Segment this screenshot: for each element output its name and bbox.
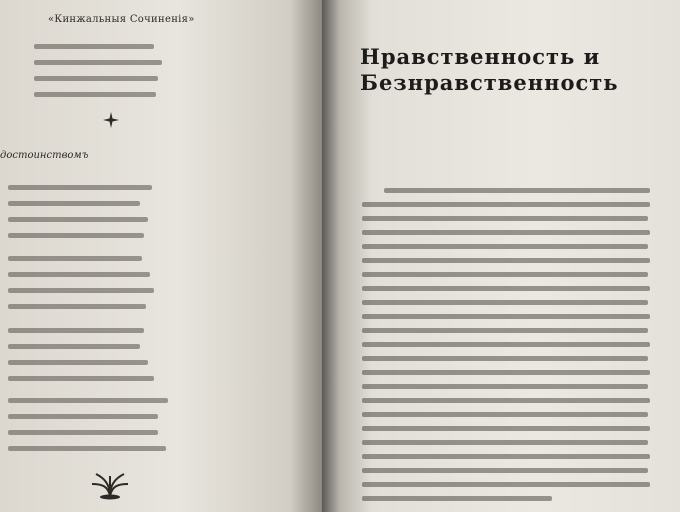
poem-line [8,233,144,238]
text-line [362,356,648,361]
text-line [362,482,650,487]
text-line [362,454,650,459]
text-line [362,328,648,333]
text-line [362,202,650,207]
chapter-title-line1: Нравственность и [360,44,601,69]
text-line [362,496,552,501]
text-line [362,230,650,235]
text-line [362,384,648,389]
ornament-star-icon [103,112,119,128]
poem-line [8,446,166,451]
running-head: «Кинжальныя Сочиненія» [48,14,195,25]
poem-line [8,201,140,206]
poem-line [34,76,158,81]
text-line [362,286,650,291]
text-line [362,412,648,417]
poem-line [8,430,158,435]
text-line [362,468,648,473]
text-line [362,272,648,277]
poem-line [8,304,146,309]
poem-line [8,272,150,277]
poem-line [8,414,158,419]
poem-line [8,398,168,403]
chapter-title-line2: Безнравственность [360,70,619,95]
poem-line [8,376,154,381]
poem-line [8,185,152,190]
text-line [362,300,648,305]
poem-line [34,92,156,97]
text-line [362,258,650,263]
poem-line [8,344,140,349]
floral-ornament-icon [86,468,134,500]
text-line [362,370,650,375]
poem-line [8,288,154,293]
margin-note: достоинствомъ [0,150,89,161]
text-line [362,244,648,249]
text-line [362,440,648,445]
text-line [362,426,650,431]
text-line [384,188,650,193]
right-page [322,0,680,512]
poem-line [8,256,142,261]
poem-line [8,328,144,333]
poem-line [8,217,148,222]
poem-line [34,44,154,49]
poem-line [34,60,162,65]
text-line [362,314,650,319]
text-line [362,216,648,221]
left-page [0,0,322,512]
poem-line [8,360,148,365]
text-line [362,342,650,347]
text-line [362,398,650,403]
